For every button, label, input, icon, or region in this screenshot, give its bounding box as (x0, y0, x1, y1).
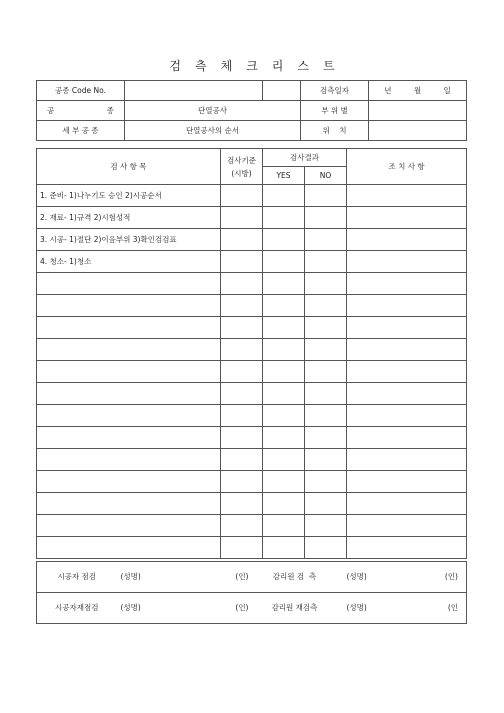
action-cell[interactable] (347, 207, 467, 229)
inspection-date-label: 검측일자 (301, 81, 369, 101)
action-cell[interactable] (347, 273, 467, 295)
check-item (37, 361, 221, 383)
standard-cell[interactable] (221, 185, 263, 207)
result-header: 검사결과 (263, 149, 347, 167)
yes-cell[interactable] (263, 449, 305, 471)
standard-header: 검사기준 (시방) (221, 149, 263, 185)
action-cell[interactable] (347, 251, 467, 273)
yes-cell[interactable] (263, 471, 305, 493)
yes-header: YES (263, 167, 305, 185)
check-item (37, 515, 221, 537)
check-item (37, 405, 221, 427)
yes-cell[interactable] (263, 537, 305, 559)
location-value[interactable] (369, 121, 467, 141)
yes-cell[interactable] (263, 207, 305, 229)
yes-cell[interactable] (263, 427, 305, 449)
check-item (37, 493, 221, 515)
no-cell[interactable] (305, 339, 347, 361)
part-label: 부 위 별 (301, 101, 369, 121)
no-cell[interactable] (305, 493, 347, 515)
table-row (37, 273, 467, 295)
yes-cell[interactable] (263, 493, 305, 515)
item-header: 검 사 항 목 (37, 149, 221, 185)
no-cell[interactable] (305, 273, 347, 295)
standard-cell[interactable] (221, 449, 263, 471)
action-cell[interactable] (347, 427, 467, 449)
standard-cell[interactable] (221, 383, 263, 405)
standard-cell[interactable] (221, 537, 263, 559)
check-item: 4. 청소- 1)청소 (37, 251, 221, 273)
yes-cell[interactable] (263, 251, 305, 273)
standard-cell[interactable] (221, 427, 263, 449)
yes-cell[interactable] (263, 383, 305, 405)
table-row (37, 361, 467, 383)
supervisor-recheck-sign[interactable] (337, 593, 467, 624)
header-table (36, 80, 467, 141)
inspection-date-value[interactable] (369, 81, 467, 101)
check-item (37, 449, 221, 471)
action-cell[interactable] (347, 185, 467, 207)
contractor-check-sign[interactable] (117, 562, 253, 593)
table-row (37, 295, 467, 317)
yes-cell[interactable] (263, 361, 305, 383)
standard-cell[interactable] (221, 471, 263, 493)
table-row (37, 185, 467, 207)
detail-label: 세 부 공 종 (37, 121, 125, 141)
location-label: 위 치 (301, 121, 369, 141)
date-day: 일 (443, 85, 451, 95)
date-month: 월 (413, 85, 422, 95)
contractor-check-label: 시공자 점검 (37, 562, 117, 593)
check-item (37, 317, 221, 339)
standard-cell[interactable] (221, 273, 263, 295)
action-cell[interactable] (347, 229, 467, 251)
action-cell[interactable] (347, 449, 467, 471)
standard-cell[interactable] (221, 405, 263, 427)
yes-cell[interactable] (263, 317, 305, 339)
signature-table (36, 561, 467, 624)
table-row (37, 317, 467, 339)
yes-cell[interactable] (263, 229, 305, 251)
no-cell[interactable] (305, 515, 347, 537)
no-cell[interactable] (305, 229, 347, 251)
check-item: 3. 시공- 1)절단 2)이음부위 3)확인검검표 (37, 229, 221, 251)
yes-cell[interactable] (263, 515, 305, 537)
no-cell[interactable] (305, 405, 347, 427)
check-item (37, 295, 221, 317)
table-row (37, 449, 467, 471)
check-item (37, 383, 221, 405)
standard-cell[interactable] (221, 515, 263, 537)
table-row (37, 339, 467, 361)
table-row (37, 427, 467, 449)
no-cell[interactable] (305, 449, 347, 471)
seal-label: (인) (444, 572, 458, 582)
action-cell[interactable] (347, 317, 467, 339)
table-row (37, 515, 467, 537)
action-cell[interactable] (347, 471, 467, 493)
action-cell[interactable] (347, 537, 467, 559)
detail-value[interactable]: 단열공사의 순서 (125, 121, 301, 141)
contractor-recheck-label: 시공자재점검 (37, 593, 117, 624)
seal-label: (인) (235, 572, 249, 582)
table-row (37, 251, 467, 273)
check-item (37, 273, 221, 295)
action-cell[interactable] (347, 361, 467, 383)
standard-cell[interactable] (221, 317, 263, 339)
standard-cell[interactable] (221, 251, 263, 273)
no-cell[interactable] (305, 427, 347, 449)
table-row (37, 537, 467, 559)
action-cell[interactable] (347, 405, 467, 427)
no-cell[interactable] (305, 537, 347, 559)
check-item (37, 339, 221, 361)
check-item: 2. 재료- 1)규격 2)시험성적 (37, 207, 221, 229)
supervisor-recheck-label: 감리원 재검측 (253, 593, 337, 624)
seal-label: (인 (447, 603, 458, 613)
table-row (37, 493, 467, 515)
no-cell[interactable] (305, 361, 347, 383)
work-type-value[interactable]: 단열공사 (125, 101, 301, 121)
date-year: 년 (384, 85, 392, 95)
yes-cell[interactable] (263, 295, 305, 317)
work-code-value[interactable] (125, 81, 263, 101)
name-label: (성명) (120, 572, 141, 582)
supervisor-check-sign[interactable] (337, 562, 467, 593)
no-cell[interactable] (305, 471, 347, 493)
table-row (37, 405, 467, 427)
page-title: 검측체크리스트 (169, 59, 349, 73)
action-cell[interactable] (347, 515, 467, 537)
no-cell[interactable] (305, 251, 347, 273)
standard-cell[interactable] (221, 361, 263, 383)
name-label: (성명) (120, 603, 141, 613)
check-item (37, 427, 221, 449)
no-cell[interactable] (305, 383, 347, 405)
table-row (37, 383, 467, 405)
no-cell[interactable] (305, 207, 347, 229)
standard-cell[interactable] (221, 229, 263, 251)
seal-label: (인) (235, 603, 249, 613)
yes-cell[interactable] (263, 339, 305, 361)
no-cell[interactable] (305, 185, 347, 207)
action-cell[interactable] (347, 383, 467, 405)
standard-cell[interactable] (221, 207, 263, 229)
check-item (37, 471, 221, 493)
yes-cell[interactable] (263, 185, 305, 207)
check-item: 1. 준비- 1)나누기도 승인 2)시공순서 (37, 185, 221, 207)
checklist-table (36, 148, 467, 559)
no-cell[interactable] (305, 295, 347, 317)
table-row (37, 207, 467, 229)
yes-cell[interactable] (263, 405, 305, 427)
action-header: 조 치 사 항 (347, 149, 467, 185)
contractor-recheck-sign[interactable] (117, 593, 253, 624)
yes-cell[interactable] (263, 273, 305, 295)
no-header: NO (305, 167, 347, 185)
supervisor-check-label: 감리원 검 측 (253, 562, 337, 593)
check-item (37, 537, 221, 559)
table-row (37, 229, 467, 251)
no-cell[interactable] (305, 317, 347, 339)
part-value[interactable] (369, 101, 467, 121)
work-code-label: 공종 Code No. (37, 81, 125, 101)
action-cell[interactable] (347, 493, 467, 515)
standard-cell[interactable] (221, 493, 263, 515)
name-label: (성명) (346, 603, 367, 613)
table-row (37, 471, 467, 493)
action-cell[interactable] (347, 339, 467, 361)
work-type-label: 공 종 (37, 101, 125, 121)
name-label: (성명) (346, 572, 367, 582)
standard-cell[interactable] (221, 339, 263, 361)
standard-cell[interactable] (221, 295, 263, 317)
action-cell[interactable] (347, 295, 467, 317)
